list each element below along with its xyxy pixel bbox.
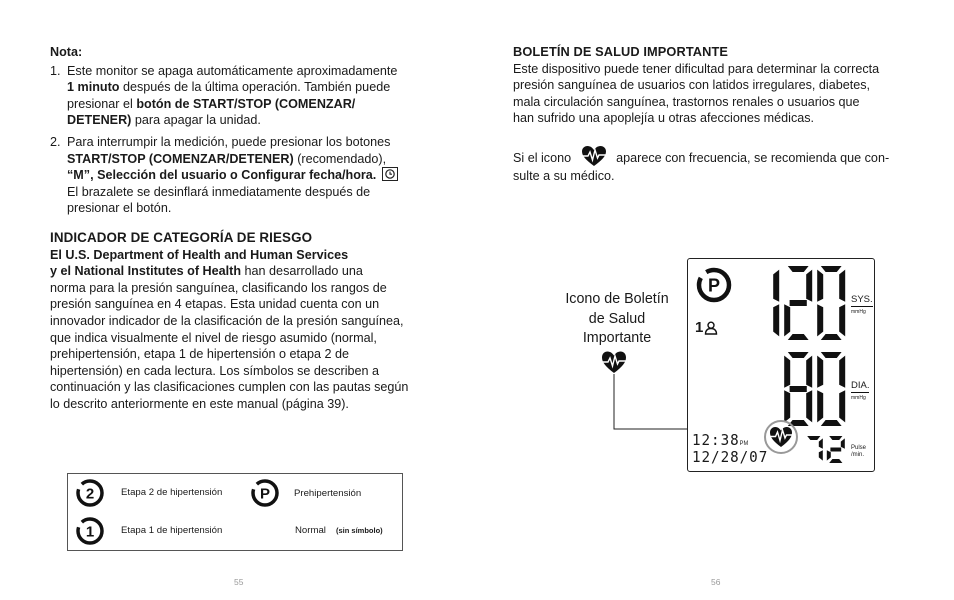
callout-label: Icono de Boletín de Salud Importante xyxy=(565,291,669,346)
left-page xyxy=(50,44,440,412)
lcd-segment xyxy=(821,420,842,426)
lcd-segment xyxy=(839,304,845,336)
lcd-segment xyxy=(806,390,812,422)
icon-sentence: Si el icono aparece con frecuencia, se recomienda que con- sulte a su médico. xyxy=(513,145,913,185)
lcd-segment xyxy=(821,266,842,272)
no-symbol-note: (sin símbolo) xyxy=(336,526,383,535)
lcd-segment xyxy=(839,356,845,388)
inline-heart-icon xyxy=(581,145,607,167)
lcd-segment xyxy=(790,300,807,306)
lcd-segment xyxy=(817,270,823,302)
callout-heart-icon xyxy=(601,350,627,374)
lcd-segment xyxy=(807,436,820,440)
diastolic-readout xyxy=(750,351,850,429)
user-icon xyxy=(704,321,718,335)
clock-icon xyxy=(382,167,398,181)
user-number: 1 xyxy=(695,319,704,336)
page-number-right: 56 xyxy=(711,577,721,587)
lcd-segment xyxy=(773,270,779,302)
time-value: 12:38 xyxy=(692,431,740,449)
risk-heading: INDICADOR DE CATEGORÍA DE RIESGO xyxy=(50,229,313,245)
lcd-segment xyxy=(821,352,842,358)
bulletin-heading: BOLETÍN DE SALUD IMPORTANTE xyxy=(513,44,729,59)
stage1-glyph: 1 xyxy=(85,523,95,541)
stage2-hypertension-icon xyxy=(76,479,104,507)
notes-list xyxy=(50,63,440,217)
risk-indicator-glyph: P xyxy=(707,275,721,296)
lcd-segment xyxy=(817,356,823,388)
sys-unit: mmHg xyxy=(851,306,873,317)
systolic-readout xyxy=(750,265,850,343)
lcd-segment xyxy=(829,459,842,463)
pulse-label: Pulse /min. xyxy=(851,445,867,458)
lcd-segment xyxy=(817,304,823,336)
page-number-left: 55 xyxy=(234,577,244,587)
prehypertension-indicator-icon xyxy=(696,267,732,303)
lcd-segment xyxy=(806,356,812,388)
lcd-segment xyxy=(788,334,809,340)
lcd-segment xyxy=(788,352,809,358)
risk-legend xyxy=(67,473,403,551)
sys-label: SYS. mmHg xyxy=(851,294,873,315)
lcd-segment xyxy=(830,448,841,452)
lcd-segment xyxy=(839,390,845,422)
health-bulletin-indicator xyxy=(764,420,798,454)
lcd-segment xyxy=(827,450,831,460)
prehypertension-icon xyxy=(251,479,279,507)
lcd-segment xyxy=(817,390,823,422)
ampm-indicator: PM xyxy=(739,441,749,447)
stage2-glyph: 2 xyxy=(85,485,95,503)
stage2-label: Etapa 2 de hipertensión xyxy=(121,487,223,498)
lcd-segment xyxy=(784,304,790,336)
irregular-heartbeat-icon xyxy=(766,422,796,452)
lcd-segment xyxy=(784,390,790,422)
bp-monitor-display xyxy=(687,258,875,472)
lcd-segment xyxy=(839,270,845,302)
right-page-text: BOLETÍN DE SALUD IMPORTANTE Este dispositivo puede tener dificultad para determinar la correcta presión sanguínea de usuarios con latidos irregulares, diabetes, mala circulación sanguínea, trastornos renales o usuarios que han sufrido una apoplejía u otras afecciones médicas. xyxy=(513,44,913,127)
prehypertension-label: Prehipertensión xyxy=(294,488,362,499)
stage1-hypertension-icon xyxy=(76,517,104,545)
lcd-segment xyxy=(829,436,842,440)
pulse-readout xyxy=(804,435,848,465)
dia-unit: mmHg xyxy=(851,392,869,403)
lcd-segment xyxy=(806,270,812,302)
lcd-segment xyxy=(784,356,790,388)
lcd-segment xyxy=(841,438,845,448)
risk-paragraph: El U.S. Department of Health and Human Services y el National Institutes of Health han desarrollado una norma para la presión sanguínea, clasificando los rangos de presión sanguínea en 4 etapas. Esta unidad cuenta con un innovador indicador de la clasificación de la presión sanguínea, que indica visualmente el nivel de riesgo asumido (normal, prehipertensión, etapa 1 de hipertensión o etapa 2 de hipertensión) en cada lectura. Los símbolos se describen a continuación y las clasificaciones cumplen con las pautas según lo descrito anteriormente en este manual (página 39). xyxy=(50,247,409,411)
lcd-segment xyxy=(819,450,823,460)
prehypertension-glyph: P xyxy=(259,485,271,503)
note-2: 2. Para interrumpir la medición, puede presionar los botones START/STOP (COMENZAR/DETENER) (recomendado), “M”, Selección del usuario o Configurar fecha/hora. El brazalete se desinflará inmediatamente después de presionar el botón. xyxy=(50,134,440,217)
normal-label: Normal xyxy=(295,525,326,536)
lcd-segment xyxy=(790,386,807,392)
lcd-segment xyxy=(773,304,779,336)
user-indicator xyxy=(695,319,718,336)
note-title: Nota: xyxy=(50,45,83,59)
dia-label: DIA. mmHg xyxy=(851,380,870,401)
date-readout: 12/28/07 xyxy=(692,448,769,466)
lcd-segment xyxy=(821,334,842,340)
note-1: 1. Este monitor se apaga automáticamente aproximadamente 1 minuto después de la última operación. También puede presionar el botón de START/STOP (COMENZAR/ DETENER) para apagar la unidad. xyxy=(50,63,398,128)
lcd-segment xyxy=(819,438,823,448)
stage1-label: Etapa 1 de hipertensión xyxy=(121,525,223,536)
lcd-segment xyxy=(788,266,809,272)
